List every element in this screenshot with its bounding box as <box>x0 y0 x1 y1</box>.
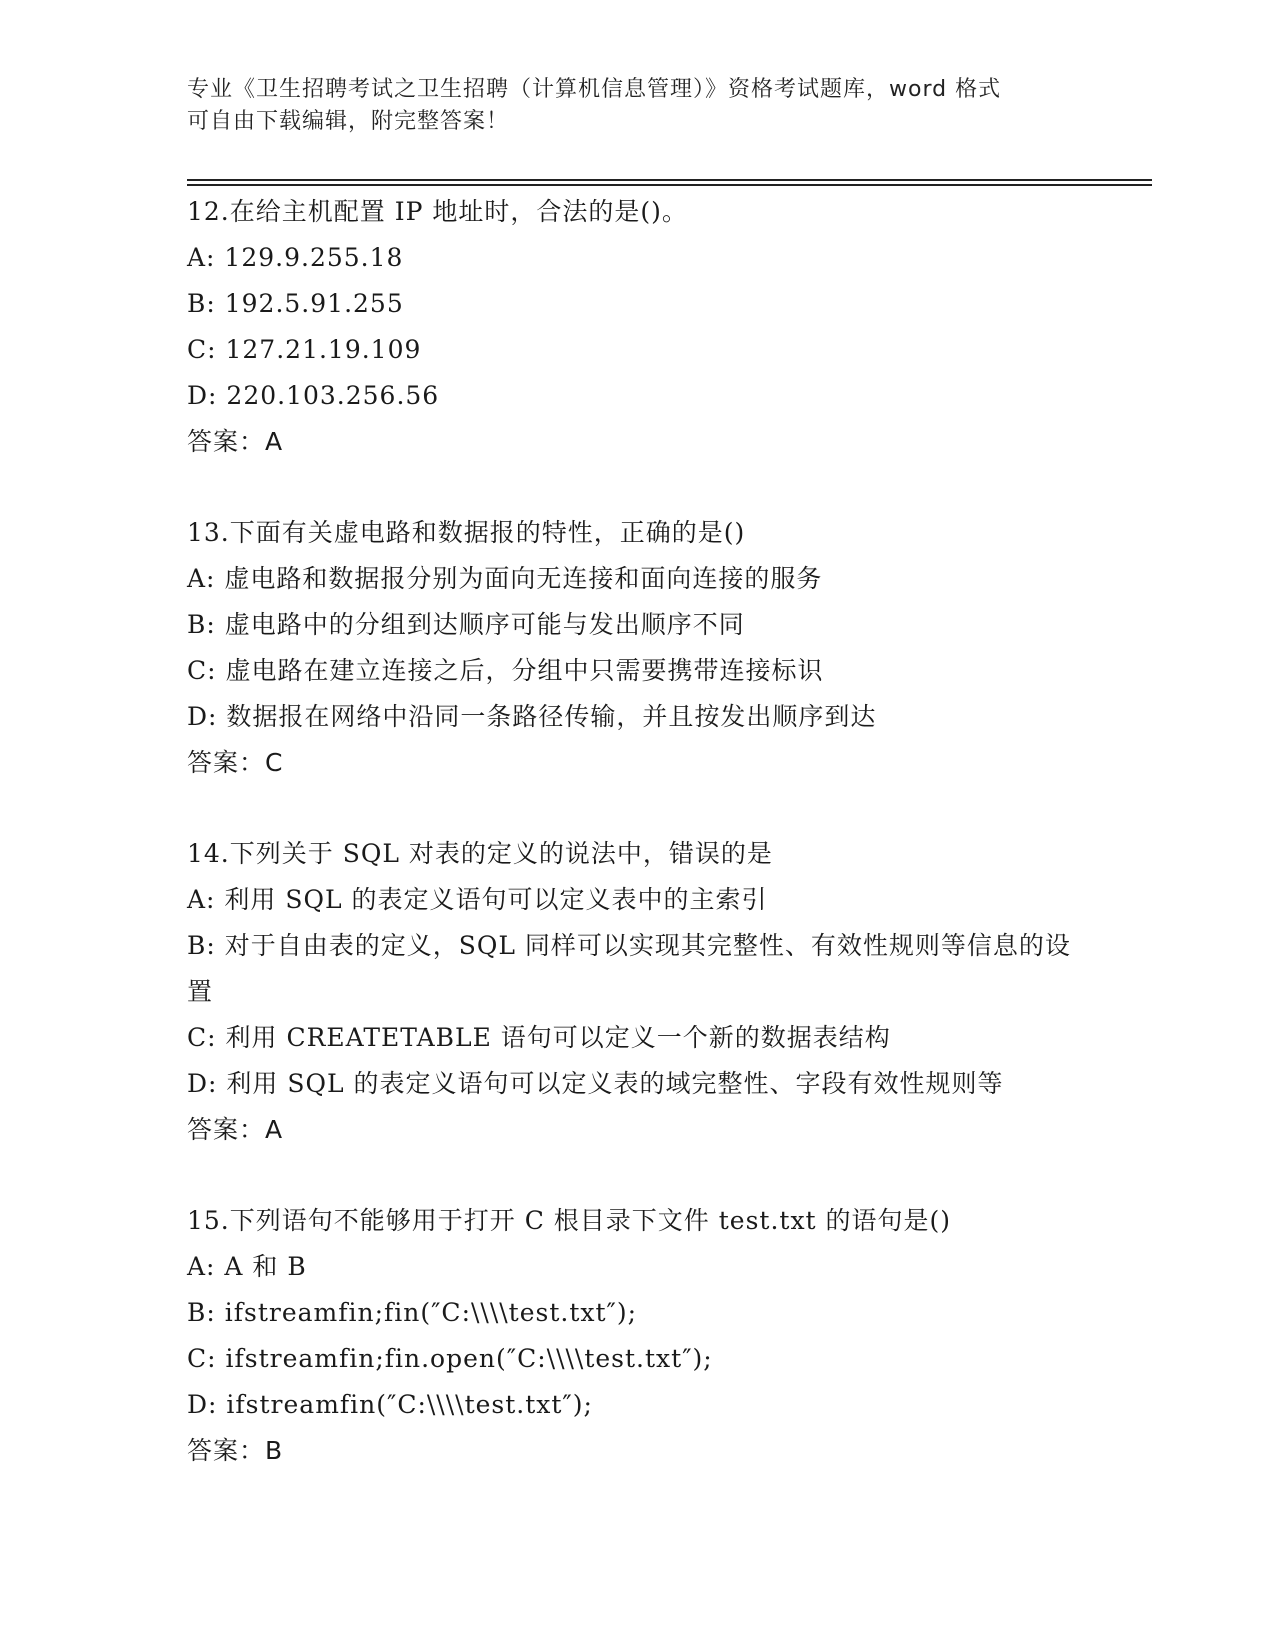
option-a: A: 虚电路和数据报分别为面向无连接和面向连接的服务 <box>187 564 823 593</box>
header-line-2: 可自由下载编辑，附完整答案！ <box>187 109 510 134</box>
option-b: B: 192.5.91.255 <box>187 289 404 318</box>
option-b: B: 对于自由表的定义，SQL 同样可以实现其完整性、有效性规则等信息的设置 <box>187 931 1071 1006</box>
answer-line: 答案：B <box>187 1436 284 1465</box>
header-line-1: 专业《卫生招聘考试之卫生招聘（计算机信息管理）》资格考试题库，word 格式 <box>187 77 1002 102</box>
question-list <box>187 189 1087 1519</box>
option-a: A: A 和 B <box>187 1252 307 1281</box>
option-a: A: 利用 SQL 的表定义语句可以定义表中的主索引 <box>187 885 768 914</box>
question-15 <box>187 1198 1087 1474</box>
option-d: D: 220.103.256.56 <box>187 381 440 410</box>
document-header <box>187 74 1067 138</box>
option-d: D: ifstreamfin(″C:\\\\test.txt″); <box>187 1390 593 1419</box>
question-stem: 12.在给主机配置 IP 地址时，合法的是()。 <box>187 197 688 226</box>
header-divider-bottom <box>187 184 1152 186</box>
question-14 <box>187 831 1087 1153</box>
option-d: D: 利用 SQL 的表定义语句可以定义表的域完整性、字段有效性规则等 <box>187 1069 1004 1098</box>
option-a: A: 129.9.255.18 <box>187 243 404 272</box>
option-d: D: 数据报在网络中沿同一条路径传输，并且按发出顺序到达 <box>187 702 877 731</box>
answer-line: 答案：A <box>187 427 284 456</box>
option-b: B: 虚电路中的分组到达顺序可能与发出顺序不同 <box>187 610 745 639</box>
question-12 <box>187 189 1087 465</box>
answer-line: 答案：C <box>187 748 284 777</box>
option-c: C: 127.21.19.109 <box>187 335 422 364</box>
option-c: C: 利用 CREATETABLE 语句可以定义一个新的数据表结构 <box>187 1023 891 1052</box>
question-stem: 13.下面有关虚电路和数据报的特性，正确的是() <box>187 518 746 547</box>
answer-line: 答案：A <box>187 1115 284 1144</box>
option-c: C: 虚电路在建立连接之后，分组中只需要携带连接标识 <box>187 656 824 685</box>
header-divider-top <box>187 179 1152 181</box>
question-stem: 15.下列语句不能够用于打开 C 根目录下文件 test.txt 的语句是() <box>187 1206 952 1235</box>
question-13 <box>187 510 1087 786</box>
option-c: C: ifstreamfin;fin.open(″C:\\\\test.txt″); <box>187 1344 713 1373</box>
option-b: B: ifstreamfin;fin(″C:\\\\test.txt″); <box>187 1298 638 1327</box>
question-stem: 14.下列关于 SQL 对表的定义的说法中，错误的是 <box>187 839 773 868</box>
